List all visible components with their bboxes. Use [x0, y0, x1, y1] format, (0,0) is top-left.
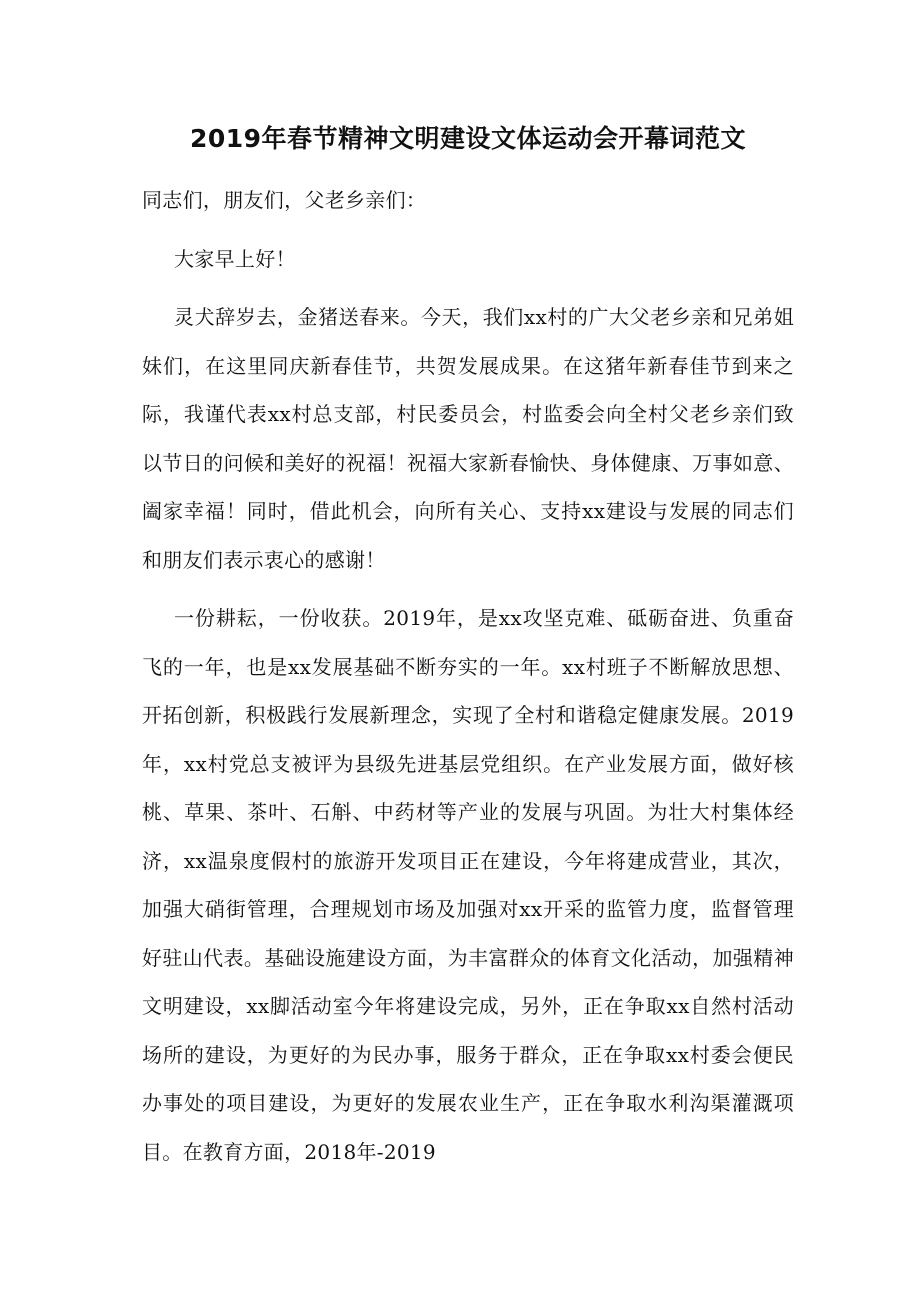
- salutation: 同志们，朋友们，父老乡亲们：: [142, 188, 427, 212]
- paragraph-1: 灵犬辞岁去，金猪送春来。今天，我们xx村的广大父老乡亲和兄弟姐妹们，在这里同庆新春佳节，共贺发展成果。在这猪年新春佳节到来之际，我谨代表xx村总支部，村民委员会，村监委会向全村父老乡亲们致以节日的问候和美好的祝福！祝福大家新春愉快、身体健康、万事如意、阖家幸福！同时，借此机会，向所有关心、支持xx建设与发展的同志们和朋友们表示衷心的感谢！: [142, 305, 794, 572]
- document-title: 2019年春节精神文明建设文体运动会开幕词范文: [189, 124, 747, 153]
- greeting: 大家早上好！: [174, 246, 296, 271]
- paragraph-2: 一份耕耘，一份收获。2019年，是xx攻坚克难、砥砺奋进、负重奋飞的一年，也是xx发展基础不断夯实的一年。xx村班子不断解放思想、开拓创新，积极践行发展新理念，实现了全村和谐稳定健康发展。2019年，xx村党总支被评为县级先进基层党组织。在产业发展方面，做好核桃、草果、茶叶、石斛、中药材等产业的发展与巩固。为壮大村集体经济，xx温泉度假村的旅游开发项目正在建设，今年将建成营业，其次，加强大硝街管理，合理规划市场及加强对xx开采的监管力度，监督管理好驻山代表。基础设施建设方面，为丰富群众的体育文化活动，加强精神文明建设，xx脚活动室今年将建设完成，另外，正在争取xx自然村活动场所的建设，为更好的为民办事，服务于群众，正在争取xx村委会便民办事处的项目建设，为更好的发展农业生产，正在争取水利沟渠灌溉项目。在教育方面，2018年-2019: [142, 606, 794, 1164]
